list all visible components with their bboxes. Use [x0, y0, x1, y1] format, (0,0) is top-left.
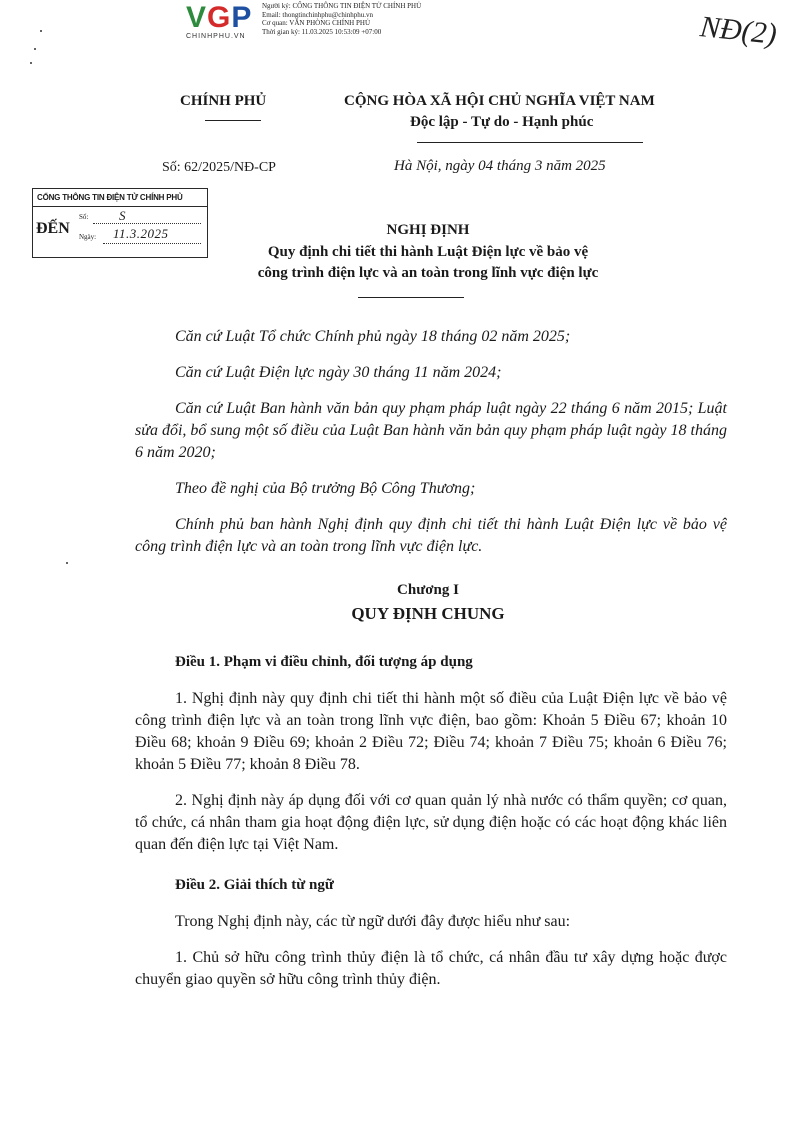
preamble-paragraph: Căn cứ Luật Ban hành văn bản quy phạm pháp luật ngày 22 tháng 6 năm 2015; Luật sửa đổi, bổ sung một số điều của Luật Ban hành văn bản quy phạm pháp luật ngày 18 tháng 6 năm 2020;: [135, 400, 727, 461]
chapter-number: Chương I: [397, 582, 459, 598]
title-underline: [358, 297, 464, 298]
email-line: Email: thongtinchinhphu@chinhphu.vn: [262, 10, 374, 19]
handwritten-note: NĐ(2): [698, 10, 779, 51]
article-2-clause-1: 1. Chủ sở hữu công trình thủy điện là tổ chức, cá nhân đầu tư xây dựng hoặc được chuyển giao quyền sở hữu công trình thủy điện.: [135, 949, 727, 988]
agency-line: Cơ quan: VĂN PHÒNG CHÍNH PHỦ: [262, 19, 370, 27]
motto-underline: [417, 142, 643, 143]
article-1-clause-1: 1. Nghị định này quy định chi tiết thi hành một số điều của Luật Điện lực về bảo vệ công trình điện lực và an toàn trong lĩnh vực điện, bao gồm: Khoản 5 Điều 67; khoản 10 Điều 68; khoản 9 Điều 69; khoản 2 Điều 72; Điều 74; khoản 7 Điều 75; khoản 6 Điều 76; khoản 5 Điều 77; khoản 8 Điều 78.: [135, 690, 727, 773]
preamble-paragraph: Căn cứ Luật Điện lực ngày 30 tháng 11 năm 2024;: [175, 364, 502, 381]
stamp-date-label: Ngày:: [79, 233, 97, 241]
article-1-body: [135, 688, 727, 856]
stamp-den: ĐẾN: [36, 220, 70, 237]
place-date: Hà Nội, ngày 04 tháng 3 năm 2025: [394, 158, 606, 174]
document-number: Số: 62/2025/NĐ-CP: [162, 160, 276, 175]
stamp-number-label: Số:: [79, 213, 89, 221]
stamp-date-value: 11.3.2025: [113, 226, 169, 241]
scan-speck: [30, 62, 32, 64]
preamble-paragraph: Căn cứ Luật Tổ chức Chính phủ ngày 18 tháng 02 năm 2025;: [175, 328, 571, 345]
national-motto: Độc lập - Tự do - Hạnh phúc: [410, 114, 594, 130]
signed-time-line: Thời gian ký: 11.03.2025 10:53:09 +07:00: [262, 27, 382, 36]
document-subject-line-1: Quy định chi tiết thi hành Luật Điện lực về bảo vệ: [267, 244, 589, 260]
chapter-name: QUY ĐỊNH CHUNG: [351, 604, 505, 623]
preamble-paragraph: Chính phủ ban hành Nghị định quy định chi tiết thi hành Luật Điện lực về bảo vệ công trình điện lực và an toàn trong lĩnh vực điện lực.: [135, 516, 727, 555]
agency-underline: [205, 120, 261, 121]
preamble: [135, 326, 727, 558]
scan-speck: [34, 48, 36, 50]
stamp-divider: [33, 206, 207, 207]
article-2-intro: Trong Nghị định này, các từ ngữ dưới đây được hiểu như sau:: [175, 913, 571, 930]
stamp-title: CỔNG THÔNG TIN ĐIỆN TỬ CHÍNH PHỦ: [37, 193, 183, 202]
preamble-paragraph: Theo đề nghị của Bộ trưởng Bộ Công Thương;: [175, 480, 476, 497]
vgp-brand: CHINHPHU.VN: [186, 33, 246, 40]
scan-speck: [66, 562, 68, 564]
article-1-clause-2: 2. Nghị định này áp dụng đối với cơ quan quản lý nhà nước có thẩm quyền; cơ quan, tổ chức, cá nhân tham gia hoạt động điện lực, sử dụng điện hoặc có các hoạt động khác liên quan đến điện lực tại Việt Nam.: [135, 792, 727, 853]
scan-speck: [40, 30, 42, 32]
document-type: NGHỊ ĐỊNH: [386, 222, 470, 238]
article-2-body: [135, 911, 727, 991]
article-2-heading: Điều 2. Giải thích từ ngữ: [175, 877, 334, 893]
signer-line: Người ký: CỔNG THÔNG TIN ĐIỆN TỬ CHÍNH PHỦ: [262, 2, 422, 10]
issuing-agency: CHÍNH PHỦ: [180, 93, 267, 109]
stamp-number-value: S: [119, 208, 126, 223]
digital-signature-info: [262, 2, 421, 36]
document-subject-line-2: công trình điện lực và an toàn trong lĩnh vực điện lực: [257, 265, 599, 281]
article-1-heading: Điều 1. Phạm vi điều chỉnh, đối tượng áp dụng: [175, 654, 473, 670]
national-title: CỘNG HÒA XÃ HỘI CHỦ NGHĨA VIỆT NAM: [344, 93, 655, 109]
vgp-logo: VGP: [186, 1, 253, 34]
